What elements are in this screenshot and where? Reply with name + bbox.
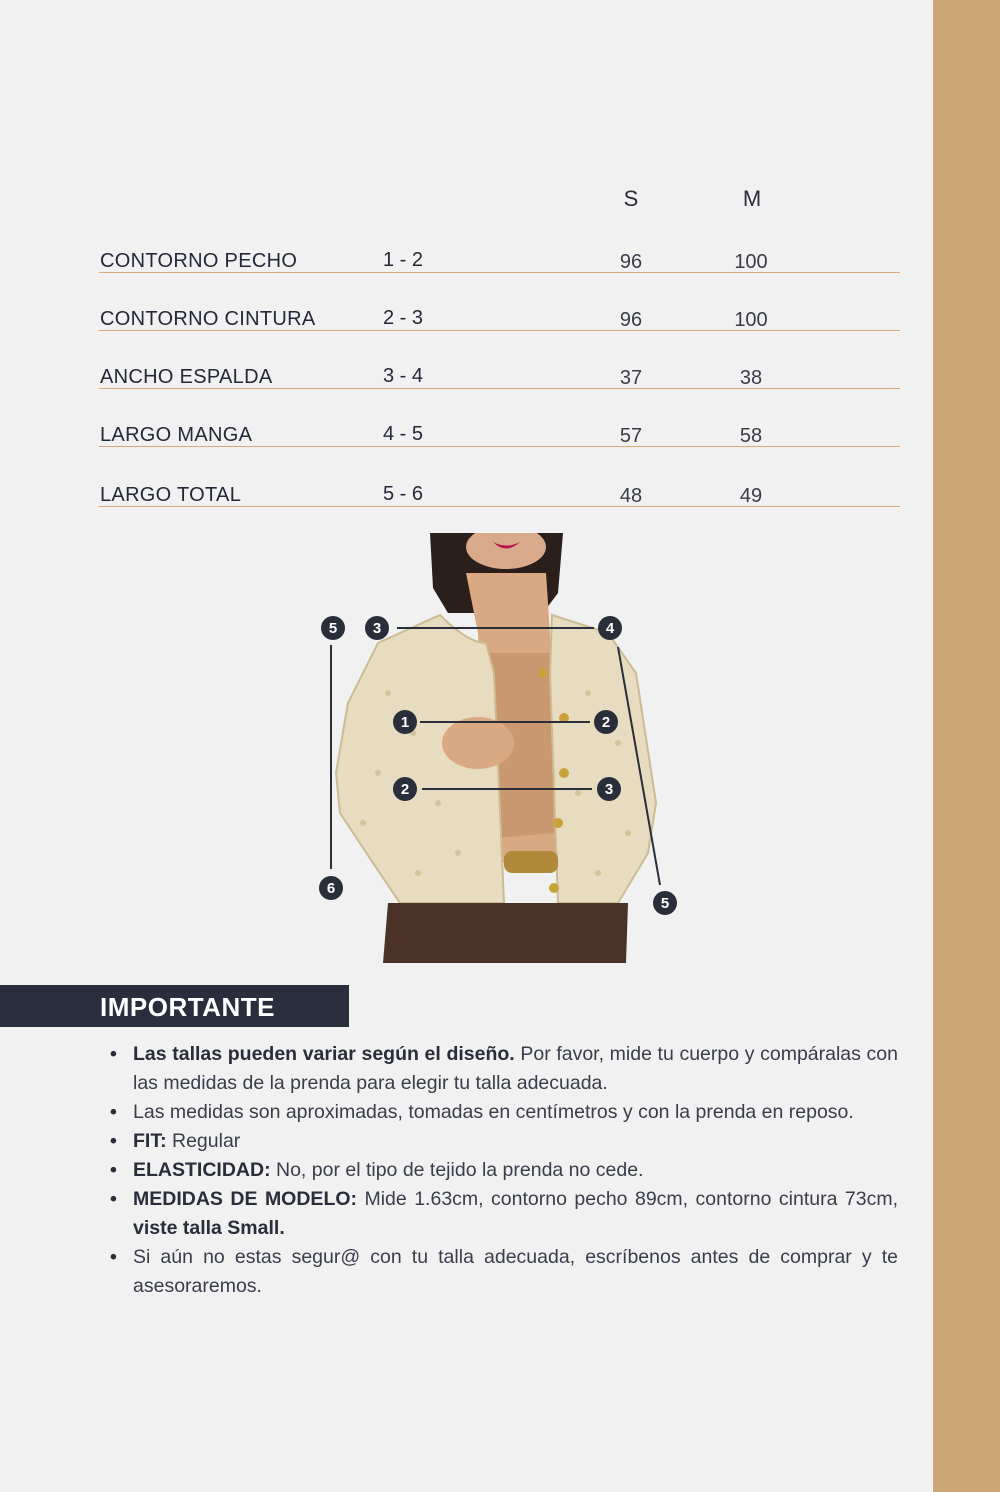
note-bold: ELASTICIDAD: xyxy=(133,1159,271,1181)
list-item xyxy=(108,1243,898,1301)
value-s: 96 xyxy=(619,309,643,331)
note-text: Si aún no estas segur@ con tu talla adecuada, escríbenos antes de comprar y te asesoraremos. xyxy=(133,1246,898,1297)
side-accent-band xyxy=(933,0,1000,1492)
list-item xyxy=(108,1185,898,1243)
note-bold: FIT: xyxy=(133,1130,167,1152)
value-s: 48 xyxy=(619,485,643,507)
measurement-label: LARGO TOTAL xyxy=(100,484,242,506)
note-text: Regular xyxy=(166,1130,241,1152)
list-item xyxy=(108,1040,898,1098)
list-item xyxy=(108,1156,898,1185)
important-notes-list xyxy=(108,1040,898,1301)
jacket-right-panel xyxy=(550,615,656,903)
model-hand xyxy=(442,717,514,769)
list-item xyxy=(108,1127,898,1156)
note-text: Por favor, mide tu cuerpo y compáralas con las medidas de la prenda para elegir tu talla adecuada. xyxy=(133,1043,898,1094)
value-s: 96 xyxy=(619,251,643,273)
measurement-points: 4 - 5 xyxy=(383,423,424,445)
svg-text:2: 2 xyxy=(601,714,611,731)
important-banner xyxy=(0,985,349,1027)
value-m: 49 xyxy=(739,485,763,507)
size-header-s: S xyxy=(623,186,639,211)
note-bold: MEDIDAS DE MODELO: xyxy=(133,1188,358,1210)
important-title: IMPORTANTE xyxy=(100,992,275,1022)
table-row xyxy=(99,242,900,273)
measurement-points: 1 - 2 xyxy=(383,249,424,271)
svg-text:6: 6 xyxy=(326,880,336,897)
table-row xyxy=(99,416,900,447)
svg-text:3: 3 xyxy=(604,781,614,798)
garment-measurement-diagram xyxy=(318,533,688,963)
value-m: 38 xyxy=(739,367,763,389)
svg-text:5: 5 xyxy=(660,895,670,912)
table-row xyxy=(99,476,900,507)
table-row xyxy=(99,300,900,331)
value-m: 100 xyxy=(734,309,768,331)
model-pants xyxy=(383,903,628,963)
measurement-points: 3 - 4 xyxy=(383,365,424,387)
note-bold-2: viste talla Small. xyxy=(133,1217,285,1239)
size-header-m: M xyxy=(742,186,762,211)
note-bold: Las tallas pueden variar según el diseño. xyxy=(133,1043,515,1065)
svg-text:5: 5 xyxy=(328,620,338,637)
measurement-label: CONTORNO CINTURA xyxy=(100,308,316,330)
measurement-points: 5 - 6 xyxy=(383,483,424,505)
note-text: Las medidas son aproximadas, tomadas en centímetros y con la prenda en reposo. xyxy=(133,1101,854,1123)
svg-text:1: 1 xyxy=(400,714,410,731)
svg-text:2: 2 xyxy=(400,781,410,798)
table-row xyxy=(99,358,900,389)
measurement-label: LARGO MANGA xyxy=(100,424,253,446)
list-item xyxy=(108,1098,898,1127)
svg-text:4: 4 xyxy=(605,620,615,637)
note-text: No, por el tipo de tejido la prenda no cede. xyxy=(270,1159,644,1181)
measurement-label: ANCHO ESPALDA xyxy=(100,366,273,388)
svg-text:3: 3 xyxy=(372,620,382,637)
belt-buckle xyxy=(504,851,558,873)
value-s: 37 xyxy=(619,367,643,389)
value-m: 58 xyxy=(739,425,763,447)
note-text: Mide 1.63cm, contorno pecho 89cm, contorno cintura 73cm, xyxy=(357,1188,898,1210)
measurement-label: CONTORNO PECHO xyxy=(100,250,298,272)
measurement-points: 2 - 3 xyxy=(383,307,424,329)
value-s: 57 xyxy=(619,425,643,447)
value-m: 100 xyxy=(734,251,768,273)
